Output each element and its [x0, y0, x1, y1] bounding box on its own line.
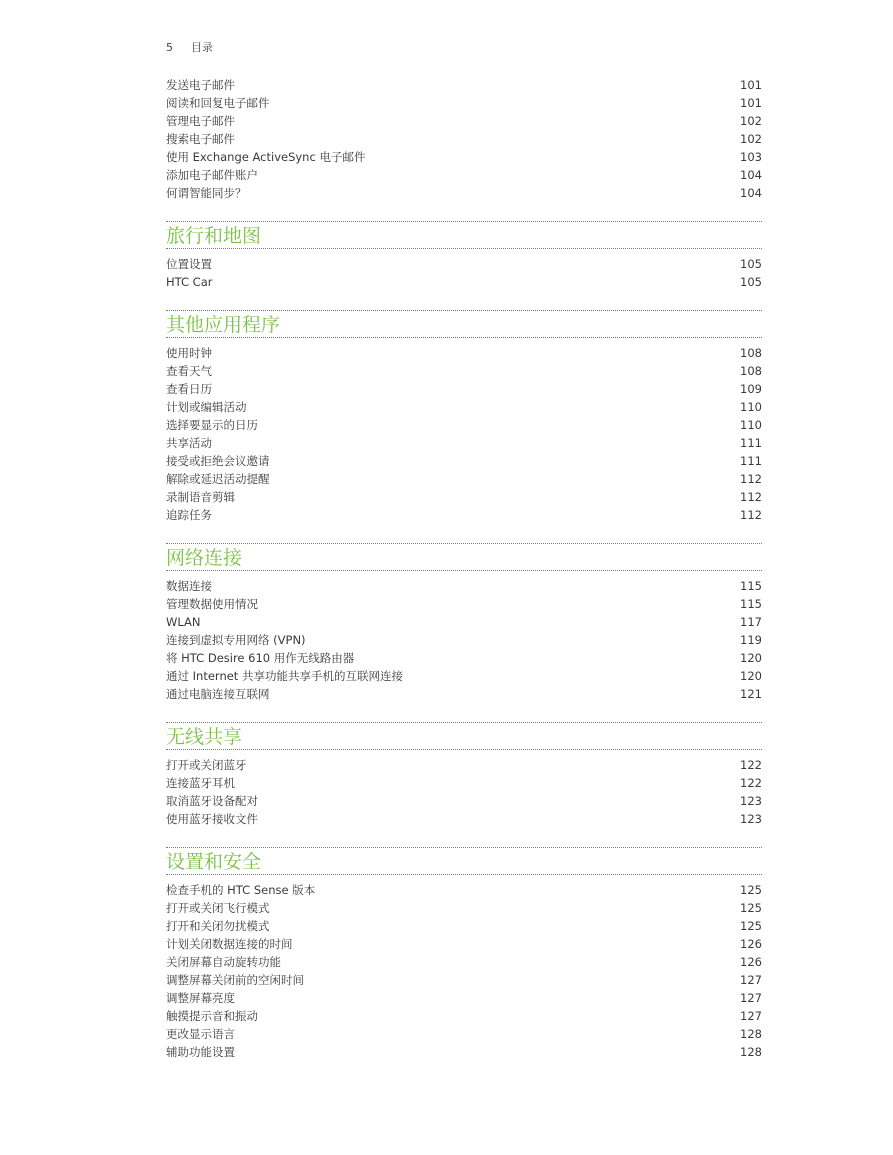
toc-entry[interactable] [166, 362, 762, 380]
toc-entry-label: 使用时钟 [166, 346, 212, 360]
toc-entry[interactable] [166, 935, 762, 953]
toc-section [166, 722, 762, 828]
toc-entry-label: HTC Car [166, 275, 213, 289]
toc-entry-page: 101 [740, 96, 762, 110]
toc-entry-label: WLAN [166, 615, 201, 629]
toc-entry[interactable] [166, 416, 762, 434]
section-items [166, 571, 762, 703]
toc-entry-label: 使用 Exchange ActiveSync 电子邮件 [166, 150, 366, 164]
toc-entry-label: 接受或拒绝会议邀请 [166, 454, 270, 468]
toc-entry[interactable] [166, 166, 762, 184]
toc-entry-label: 使用蓝牙接收文件 [166, 812, 258, 826]
section-title[interactable]: 无线共享 [166, 726, 243, 748]
toc-entry-page: 110 [740, 400, 762, 414]
toc-entry-page: 108 [740, 346, 762, 360]
toc-entry-page: 120 [740, 651, 762, 665]
toc-entry-page: 112 [740, 472, 762, 486]
toc-entry[interactable] [166, 899, 762, 917]
toc-entry-page: 127 [740, 991, 762, 1005]
toc-entry-label: 添加电子邮件账户 [166, 168, 258, 182]
toc-entry[interactable] [166, 273, 762, 291]
toc-entry-label: 通过电脑连接互联网 [166, 687, 270, 701]
toc-entry-page: 117 [740, 615, 762, 629]
toc-entry-page: 104 [740, 168, 762, 182]
toc-entry-label: 计划或编辑活动 [166, 400, 247, 414]
toc-entry-page: 120 [740, 669, 762, 683]
toc-entry[interactable] [166, 255, 762, 273]
toc-entry-label: 追踪任务 [166, 508, 212, 522]
toc-entry-page: 125 [740, 901, 762, 915]
toc-entry-label: 将 HTC Desire 610 用作无线路由器 [166, 651, 355, 665]
toc-entry[interactable] [166, 595, 762, 613]
toc-entry[interactable] [166, 613, 762, 631]
toc-entry-label: 查看日历 [166, 382, 212, 396]
toc-entry-label: 打开和关闭勿扰模式 [166, 919, 270, 933]
toc-entry-label: 数据连接 [166, 579, 212, 593]
toc-entry-page: 115 [740, 597, 762, 611]
toc-entry[interactable] [166, 810, 762, 828]
toc-entry-label: 打开或关闭飞行模式 [166, 901, 270, 915]
section-title[interactable]: 其他应用程序 [166, 314, 281, 336]
toc-entry-page: 121 [740, 687, 762, 701]
section-items [166, 750, 762, 828]
toc-entry-label: 管理数据使用情况 [166, 597, 258, 611]
toc-entry-page: 105 [740, 257, 762, 271]
toc-content [166, 76, 762, 1061]
toc-entry[interactable] [166, 94, 762, 112]
toc-entry-page: 111 [740, 454, 762, 468]
toc-entry-page: 111 [740, 436, 762, 450]
toc-entry-page: 123 [740, 812, 762, 826]
toc-entry[interactable] [166, 398, 762, 416]
toc-entry-page: 112 [740, 508, 762, 522]
toc-entry[interactable] [166, 989, 762, 1007]
toc-entry-page: 128 [740, 1027, 762, 1041]
toc-entry-label: 关闭屏幕自动旋转功能 [166, 955, 281, 969]
toc-entry[interactable] [166, 470, 762, 488]
toc-entry[interactable] [166, 577, 762, 595]
toc-entry-label: 解除或延迟活动提醒 [166, 472, 270, 486]
toc-entry[interactable] [166, 488, 762, 506]
toc-entry-label: 取消蓝牙设备配对 [166, 794, 258, 808]
toc-entry[interactable] [166, 881, 762, 899]
toc-entry[interactable] [166, 184, 762, 202]
toc-entry-label: 计划关闭数据连接的时间 [166, 937, 293, 951]
page-header [166, 40, 213, 56]
page-number: 5 [166, 41, 173, 54]
toc-entry-label: 共享活动 [166, 436, 212, 450]
toc-entry[interactable] [166, 631, 762, 649]
toc-entry[interactable] [166, 452, 762, 470]
toc-entry-label: 查看天气 [166, 364, 212, 378]
section-items [166, 338, 762, 524]
toc-entry[interactable] [166, 506, 762, 524]
section-items [166, 875, 762, 1061]
toc-section [166, 221, 762, 291]
toc-entry[interactable] [166, 1007, 762, 1025]
toc-entry-page: 119 [740, 633, 762, 647]
toc-entry-label: 阅读和回复电子邮件 [166, 96, 270, 110]
toc-entry-page: 125 [740, 919, 762, 933]
toc-entry-page: 122 [740, 776, 762, 790]
toc-entry-label: 调整屏幕亮度 [166, 991, 235, 1005]
toc-entry[interactable] [166, 667, 762, 685]
toc-entry-label: 触摸提示音和振动 [166, 1009, 258, 1023]
toc-entry[interactable] [166, 112, 762, 130]
toc-entry-label: 何谓智能同步？ [166, 186, 247, 200]
toc-entry[interactable] [166, 792, 762, 810]
toc-entry-label: 录制语音剪辑 [166, 490, 235, 504]
toc-entry[interactable] [166, 76, 762, 94]
toc-entry-page: 108 [740, 364, 762, 378]
toc-entry-page: 126 [740, 955, 762, 969]
section-title[interactable]: 网络连接 [166, 547, 243, 569]
toc-entry-label: 连接蓝牙耳机 [166, 776, 235, 790]
section-items [166, 249, 762, 291]
toc-entry[interactable] [166, 971, 762, 989]
toc-entry-page: 105 [740, 275, 762, 289]
toc-entry-label: 搜索电子邮件 [166, 132, 235, 146]
toc-entry-page: 102 [740, 114, 762, 128]
section-title[interactable]: 设置和安全 [166, 851, 262, 873]
toc-entry-page: 104 [740, 186, 762, 200]
toc-entry-page: 112 [740, 490, 762, 504]
toc-entry[interactable] [166, 344, 762, 362]
toc-entry-page: 127 [740, 973, 762, 987]
toc-sections [166, 221, 762, 1061]
intro-list [166, 76, 762, 202]
toc-entry-label: 管理电子邮件 [166, 114, 235, 128]
header-title: 目录 [191, 41, 213, 54]
toc-entry-page: 123 [740, 794, 762, 808]
toc-entry[interactable] [166, 434, 762, 452]
toc-entry-page: 126 [740, 937, 762, 951]
toc-entry[interactable] [166, 756, 762, 774]
toc-entry-label: 连接到虚拟专用网络 (VPN) [166, 633, 306, 647]
toc-entry-page: 102 [740, 132, 762, 146]
toc-entry-page: 101 [740, 78, 762, 92]
toc-entry-page: 127 [740, 1009, 762, 1023]
toc-entry[interactable] [166, 774, 762, 792]
toc-entry[interactable] [166, 917, 762, 935]
toc-entry[interactable] [166, 130, 762, 148]
toc-entry-label: 打开或关闭蓝牙 [166, 758, 247, 772]
toc-section [166, 847, 762, 1061]
toc-entry[interactable] [166, 380, 762, 398]
toc-entry-label: 通过 Internet 共享功能共享手机的互联网连接 [166, 669, 403, 683]
toc-entry-label: 选择要显示的日历 [166, 418, 258, 432]
toc-entry[interactable] [166, 953, 762, 971]
toc-entry-page: 122 [740, 758, 762, 772]
toc-section [166, 543, 762, 703]
toc-entry-label: 辅助功能设置 [166, 1045, 235, 1059]
toc-entry-page: 125 [740, 883, 762, 897]
toc-entry-page: 103 [740, 150, 762, 164]
toc-entry-page: 115 [740, 579, 762, 593]
toc-section [166, 310, 762, 524]
toc-entry-label: 检查手机的 HTC Sense 版本 [166, 883, 316, 897]
toc-entry-label: 位置设置 [166, 257, 212, 271]
toc-entry[interactable] [166, 1043, 762, 1061]
toc-entry-label: 更改显示语言 [166, 1027, 235, 1041]
toc-entry-page: 128 [740, 1045, 762, 1059]
section-title[interactable]: 旅行和地图 [166, 225, 262, 247]
toc-entry-label: 调整屏幕关闭前的空闲时间 [166, 973, 304, 987]
toc-entry-page: 109 [740, 382, 762, 396]
toc-entry[interactable] [166, 1025, 762, 1043]
toc-entry[interactable] [166, 649, 762, 667]
toc-entry[interactable] [166, 685, 762, 703]
toc-entry[interactable] [166, 148, 762, 166]
toc-entry-page: 110 [740, 418, 762, 432]
toc-entry-label: 发送电子邮件 [166, 78, 235, 92]
